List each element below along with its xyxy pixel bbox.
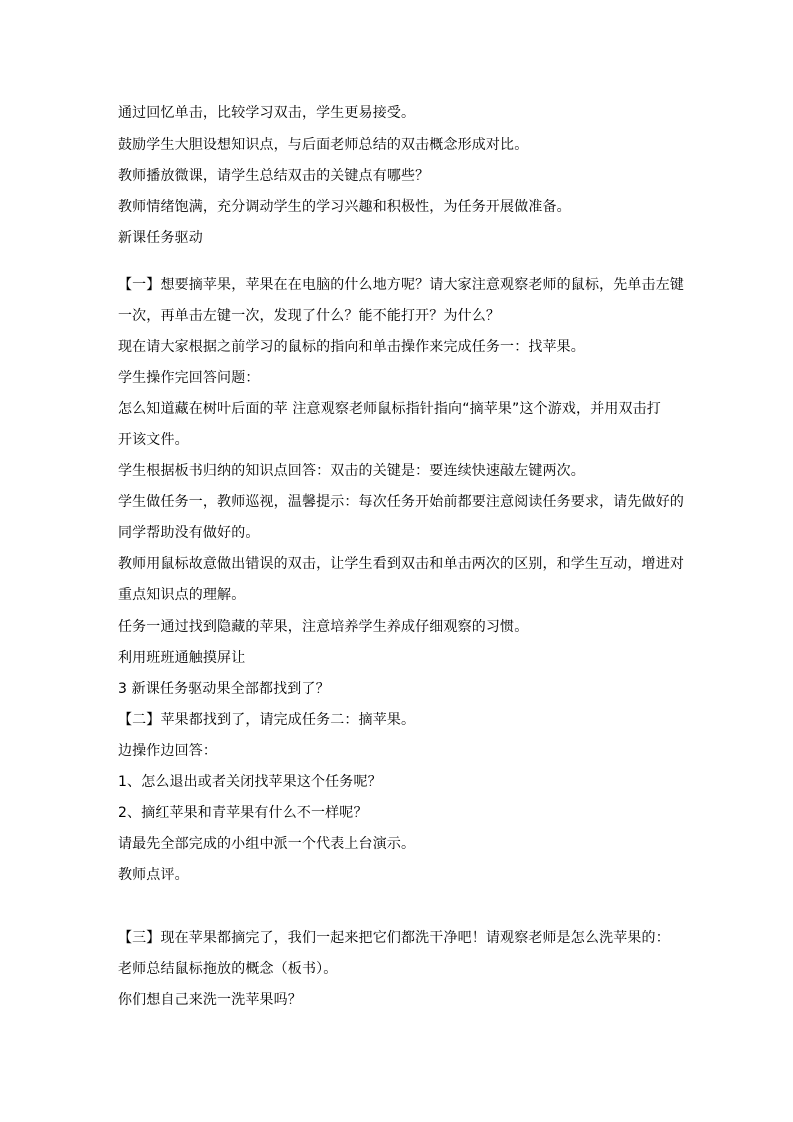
text-line: 【三】现在苹果都摘完了，我们一起来把它们都洗干净吧！请观察老师是怎么洗苹果的：: [118, 930, 670, 946]
text-line: 重点知识点的理解。: [118, 587, 246, 603]
text-line: 开该文件。: [118, 432, 189, 448]
text-line: 【二】苹果都找到了，请完成任务二：摘苹果。: [118, 712, 416, 728]
text-line: 学生操作完回答问题：: [118, 370, 260, 386]
section-heading: 新课任务驱动: [118, 230, 203, 246]
text-line: 教师点评。: [118, 867, 189, 883]
text-line: 通过回忆单击，比较学习双击，学生更易接受。: [118, 105, 416, 121]
text-line: 教师播放微课，请学生总结双击的关键点有哪些？: [118, 168, 430, 184]
text-line: 老师总结鼠标拖放的概念（板书）。: [118, 961, 338, 977]
text-line: 教师情绪饱满，充分调动学生的学习兴趣和积极性，为任务开展做准备。: [118, 199, 571, 215]
text-line: 一次，再单击左键一次，发现了什么？能不能打开？为什么？: [118, 308, 501, 324]
text-line: 请最先全部完成的小组中派一个代表上台演示。: [118, 836, 416, 852]
text-line: 同学帮助没有做好的。: [118, 525, 260, 541]
text-line: 利用班班通触摸屏让: [118, 650, 246, 666]
text-line: 怎么知道藏在树叶后面的苹 注意观察老师鼠标指针指向“摘苹果”这个游戏，并用双击打: [118, 401, 661, 417]
text-line: 现在请大家根据之前学习的鼠标的指向和单击操作来完成任务一：找苹果。: [118, 339, 585, 355]
text-line: 鼓励学生大胆设想知识点，与后面老师总结的双击概念形成对比。: [118, 137, 529, 153]
text-line: 1、怎么退出或者关闭找苹果这个任务呢？: [118, 774, 382, 790]
text-line: 边操作边回答：: [118, 743, 218, 759]
text-line: 教师用鼠标故意做出错误的双击，让学生看到双击和单击两次的区别，和学生互动，增进对: [118, 556, 684, 572]
text-line: 【一】想要摘苹果，苹果在在电脑的什么地方呢？请大家注意观察老师的鼠标，先单击左键: [118, 277, 684, 293]
text-line: 任务一通过找到隐藏的苹果，注意培养学生养成仔细观察的习惯。: [118, 619, 529, 635]
text-line: 学生根据板书归纳的知识点回答：双击的关键是：要连续快速敲左键两次。: [118, 463, 585, 479]
text-line: 3 新课任务驱动果全部都找到了？: [118, 681, 330, 697]
text-line: 学生做任务一，教师巡视，温馨提示：每次任务开始前都要注意阅读任务要求，请先做好的: [118, 494, 684, 510]
text-line: 2、摘红苹果和青苹果有什么不一样呢？: [118, 805, 368, 821]
text-line: 你们想自己来洗一洗苹果吗？: [118, 992, 302, 1008]
